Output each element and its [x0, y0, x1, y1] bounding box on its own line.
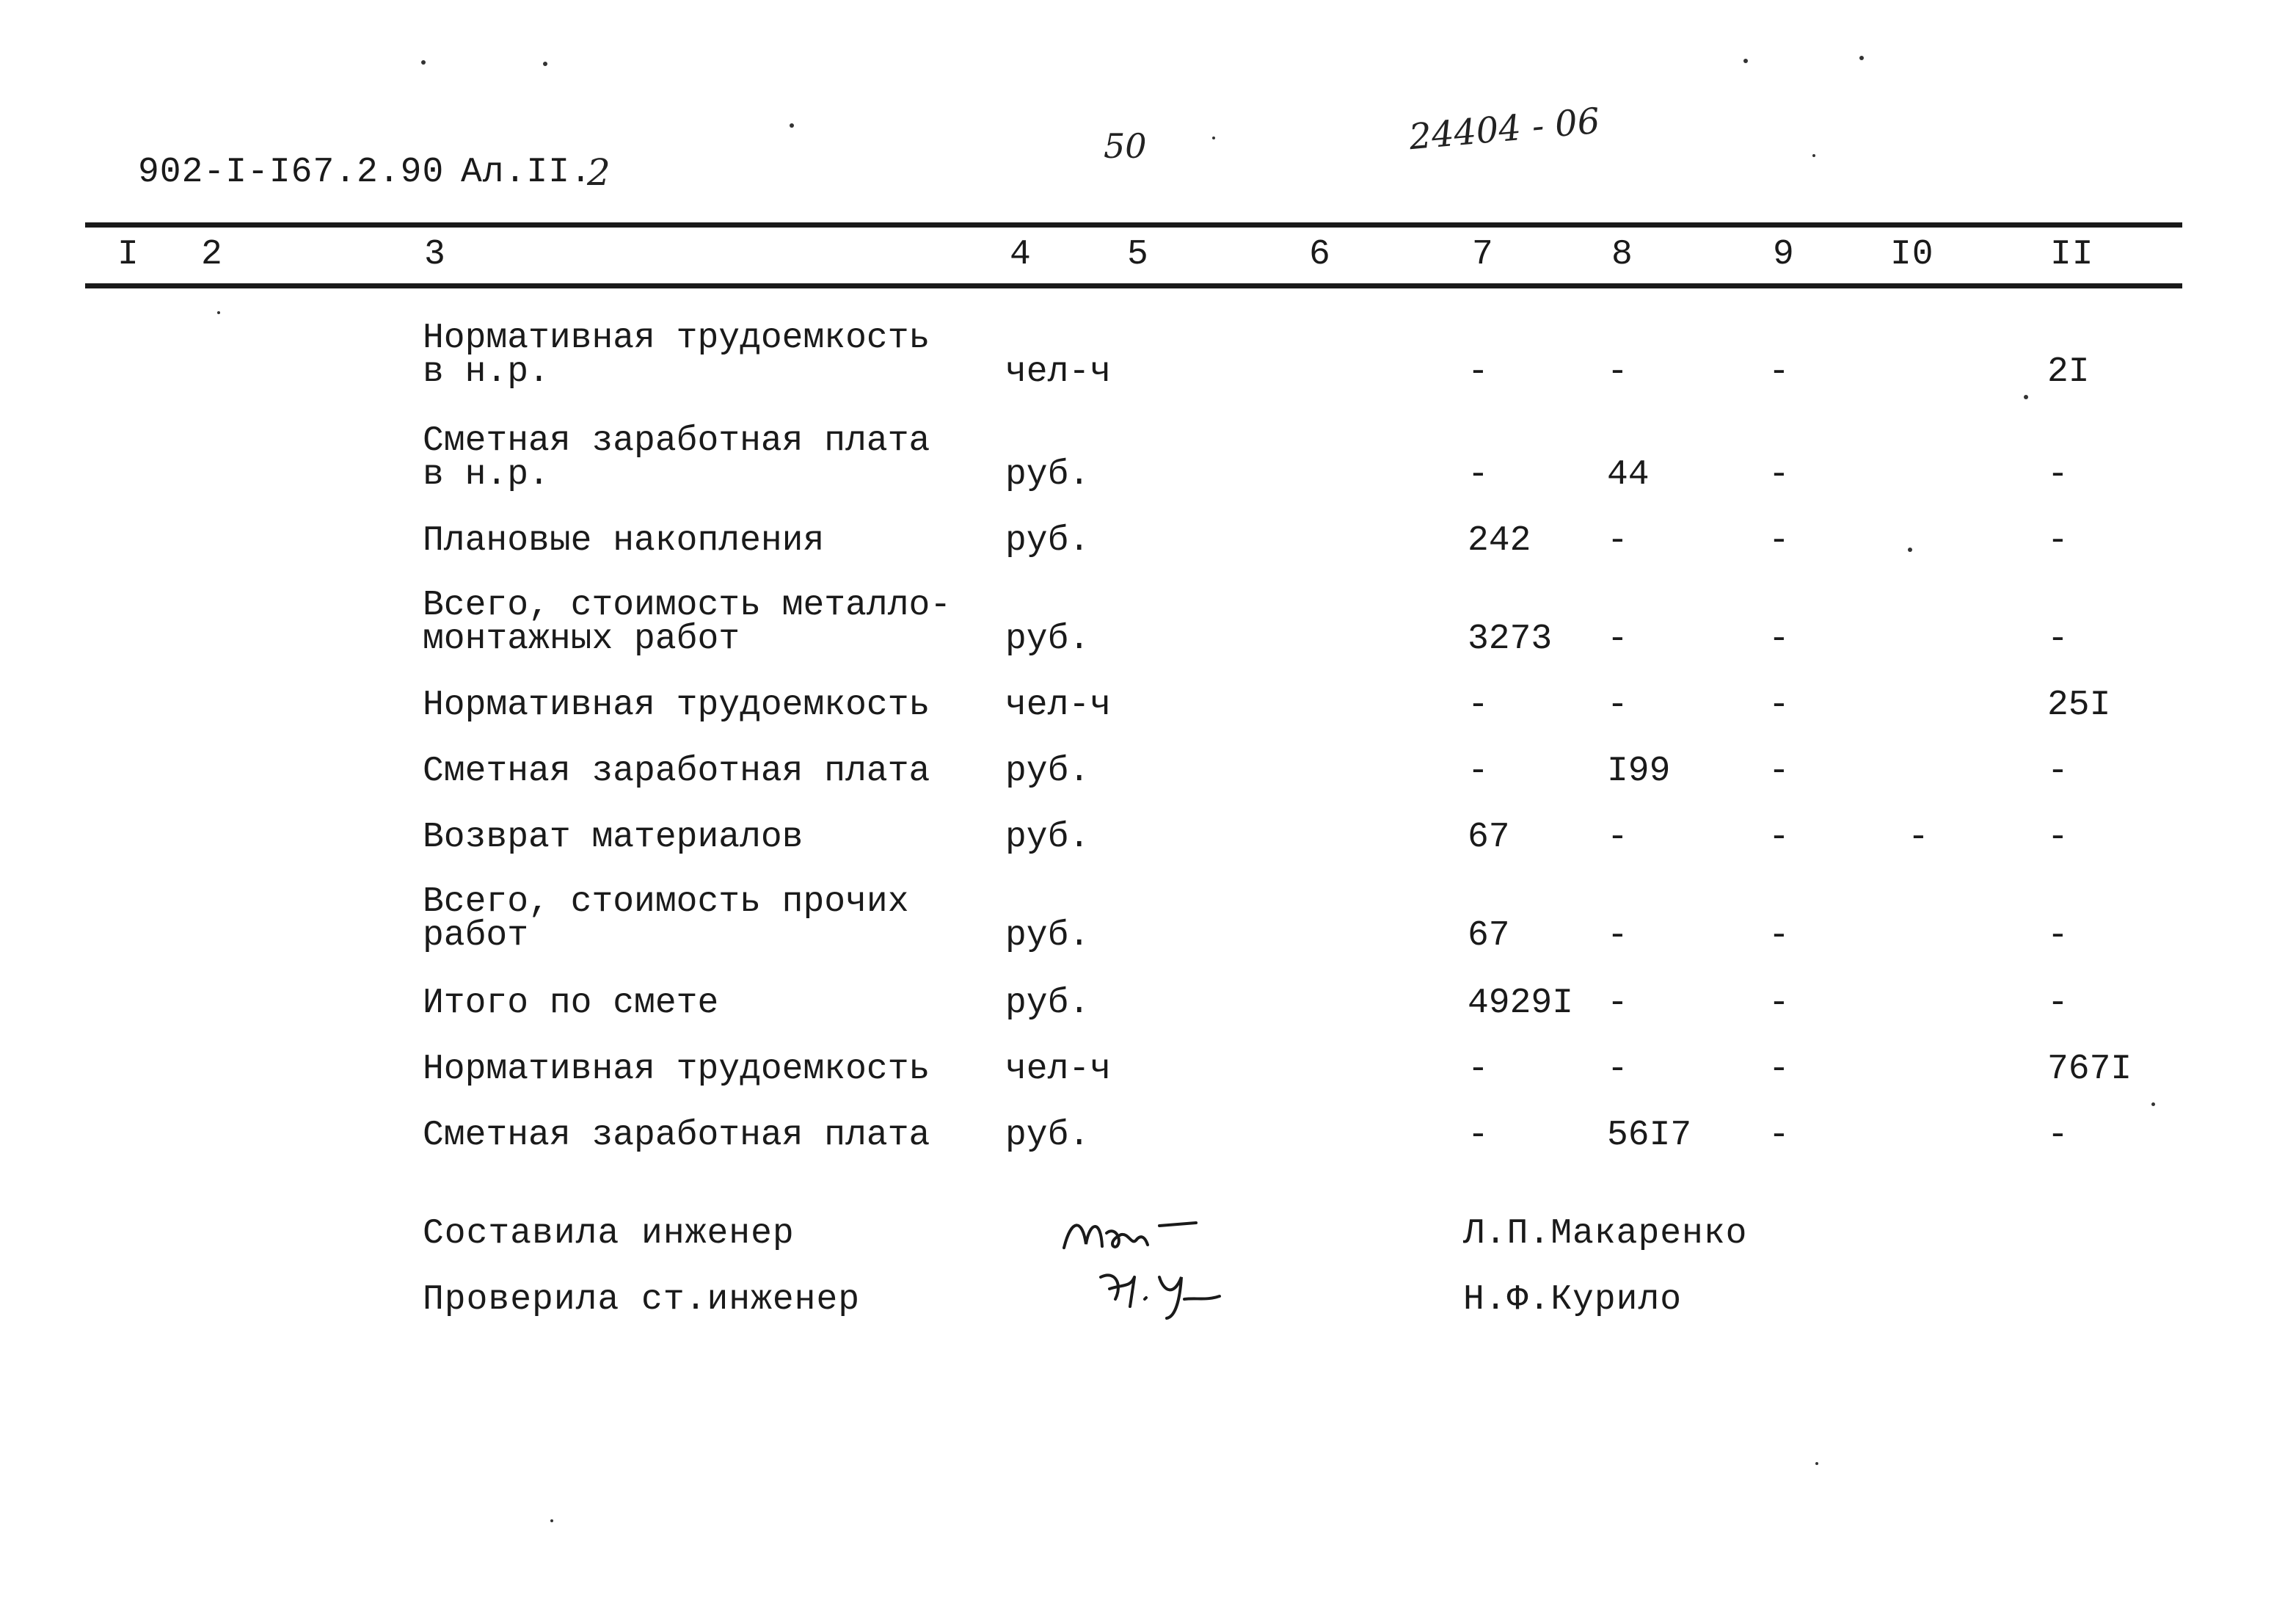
- cell-col7: -: [1468, 455, 1489, 495]
- cell-col11: 2I: [2047, 352, 2090, 392]
- cell-col11: -: [2047, 521, 2069, 561]
- header-bottom-rule: [85, 283, 2182, 288]
- cell-col9: -: [1768, 352, 1790, 392]
- row-unit: чел-ч: [1005, 352, 1112, 392]
- cell-col7: -: [1468, 1116, 1489, 1155]
- cell-col9: -: [1768, 455, 1790, 495]
- cell-col7: 3273: [1468, 619, 1553, 659]
- row-unit: руб.: [1005, 1116, 1090, 1155]
- album-number: 2: [587, 151, 611, 194]
- cell-col7: 4929I: [1468, 984, 1574, 1023]
- row-unit: чел-ч: [1005, 686, 1112, 725]
- cell-col7: 67: [1468, 916, 1510, 956]
- row-label: Всего, стоимость прочих работ: [423, 882, 909, 956]
- cell-col8: -: [1607, 686, 1628, 725]
- row-unit: руб.: [1005, 521, 1090, 561]
- table-row: [0, 879, 2296, 956]
- cell-col9: -: [1768, 752, 1790, 791]
- row-label: Итого по смете: [423, 984, 719, 1023]
- cell-col8: -: [1607, 1050, 1628, 1089]
- cell-col8: -: [1607, 818, 1628, 857]
- cell-col8: -: [1607, 352, 1628, 392]
- cell-col8: -: [1607, 619, 1628, 659]
- cell-col11: -: [2047, 1116, 2069, 1155]
- table-row: [0, 316, 2296, 392]
- cell-col11: -: [2047, 984, 2069, 1023]
- cell-col8: -: [1607, 984, 1628, 1023]
- col-header-1: I: [117, 235, 139, 275]
- table-row: [0, 418, 2296, 495]
- cell-col8: -: [1607, 521, 1628, 561]
- col-header-5: 5: [1127, 235, 1149, 275]
- checker-name: Н.Ф.Курило: [1463, 1280, 1683, 1320]
- compiler-name: Л.П.Макаренко: [1463, 1214, 1748, 1254]
- header-top-rule: [85, 222, 2182, 228]
- cell-col9: -: [1768, 521, 1790, 561]
- cell-col11: 25I: [2047, 686, 2111, 725]
- table-row: [0, 1013, 2296, 1089]
- cell-col9: -: [1768, 1050, 1790, 1089]
- cell-col7: -: [1468, 1050, 1489, 1089]
- cell-col7: -: [1468, 752, 1489, 791]
- row-label: Возврат материалов: [423, 818, 803, 857]
- col-header-4: 4: [1010, 235, 1032, 275]
- inventory-number: 24404 - 06: [1407, 100, 1602, 159]
- page-number: 50: [1104, 126, 1147, 166]
- cell-col11: -: [2047, 752, 2069, 791]
- col-header-11: II: [2050, 235, 2094, 275]
- cell-col11: -: [2047, 916, 2069, 956]
- cell-col7: 67: [1468, 818, 1510, 857]
- cell-col8: 56I7: [1607, 1116, 1692, 1155]
- cell-col9: -: [1768, 686, 1790, 725]
- cell-col11: -: [2047, 818, 2069, 857]
- cell-col8: 44: [1607, 455, 1650, 495]
- cell-col9: -: [1768, 984, 1790, 1023]
- compiler-role: Составила инженер: [423, 1214, 795, 1254]
- row-label: Плановые накопления: [423, 521, 825, 561]
- cell-col9: -: [1768, 1116, 1790, 1155]
- col-header-2: 2: [201, 235, 223, 275]
- album-label: Ал.II.: [461, 153, 592, 192]
- row-unit: руб.: [1005, 818, 1090, 857]
- cell-col11: -: [2047, 619, 2069, 659]
- cell-col7: -: [1468, 686, 1489, 725]
- cell-col8: -: [1607, 916, 1628, 956]
- cell-col7: 242: [1468, 521, 1531, 561]
- table-row: [0, 583, 2296, 659]
- row-unit: руб.: [1005, 916, 1090, 956]
- row-label: Нормативная трудоемкость в н.р.: [423, 319, 930, 392]
- row-label: Нормативная трудоемкость: [423, 686, 930, 725]
- col-header-8: 8: [1611, 235, 1633, 275]
- row-unit: чел-ч: [1005, 1050, 1112, 1089]
- col-header-7: 7: [1472, 235, 1494, 275]
- col-header-6: 6: [1309, 235, 1331, 275]
- row-label: Всего, стоимость металло- монтажных работ: [423, 586, 952, 659]
- table-row: [0, 649, 2296, 725]
- cell-col11: -: [2047, 455, 2069, 495]
- row-label: Сметная заработная плата: [423, 1116, 930, 1155]
- row-label: Сметная заработная плата: [423, 752, 930, 791]
- cell-col9: -: [1768, 916, 1790, 956]
- table-row: [0, 781, 2296, 857]
- row-unit: руб.: [1005, 619, 1090, 659]
- col-header-3: 3: [424, 235, 446, 275]
- cell-col8: I99: [1607, 752, 1671, 791]
- row-unit: руб.: [1005, 752, 1090, 791]
- table-row: [0, 484, 2296, 561]
- row-label: Сметная заработная плата в н.р.: [423, 421, 930, 495]
- row-label: Нормативная трудоемкость: [423, 1050, 930, 1089]
- checker-role: Проверила ст.инженер: [423, 1280, 861, 1320]
- checker-signature: [1093, 1255, 1240, 1321]
- cell-col9: -: [1768, 818, 1790, 857]
- row-unit: руб.: [1005, 984, 1090, 1023]
- cell-col10: -: [1908, 818, 1929, 857]
- table-row: [0, 1079, 2296, 1155]
- col-header-9: 9: [1773, 235, 1795, 275]
- row-unit: руб.: [1005, 455, 1090, 495]
- table-row: [0, 947, 2296, 1023]
- table-row: [0, 715, 2296, 791]
- cell-col7: -: [1468, 352, 1489, 392]
- document-code: 902-I-I67.2.90: [138, 153, 445, 192]
- cell-col9: -: [1768, 619, 1790, 659]
- col-header-10: I0: [1890, 235, 1934, 275]
- cell-col11: 767I: [2047, 1050, 2132, 1089]
